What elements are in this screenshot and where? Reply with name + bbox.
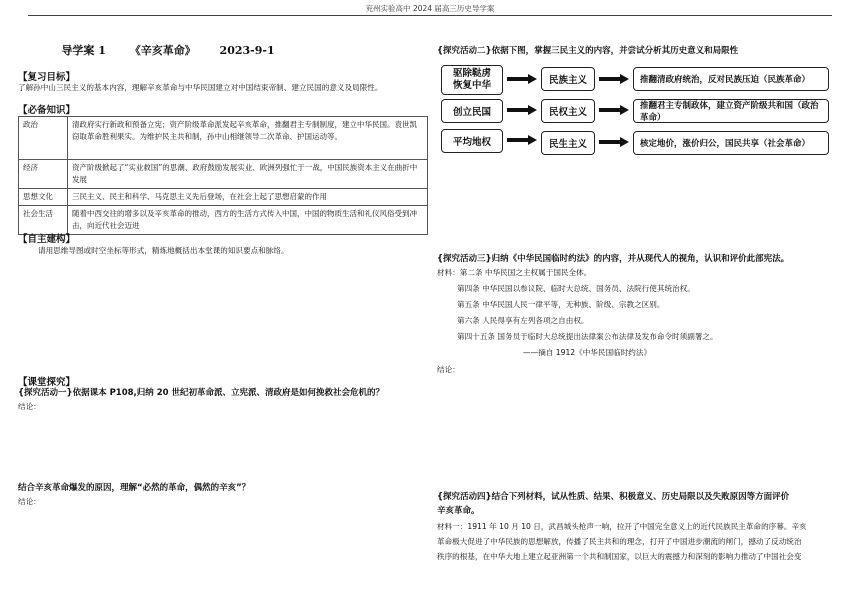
table-row xyxy=(19,189,428,206)
page-title xyxy=(18,42,318,58)
activity4-question-cont: 辛亥革命。 xyxy=(437,506,480,516)
activity1-conclusion: 结论： xyxy=(18,402,41,411)
title-topic: 《辛亥革命》 xyxy=(129,44,196,57)
title-date: 2023-9-1 xyxy=(219,44,275,57)
arrow-icon xyxy=(507,105,537,115)
material-line: 第四十五条 国务员于临时大总统提出法律案公布法律及发布命令时须副署之。 xyxy=(457,332,718,341)
row-value: 随着中西交往的增多以及辛亥革命的推动，西方的生活方式传入中国，中国的物质生活和礼仪风俗受到冲击，向近代社会迈进 xyxy=(68,206,428,235)
left-column xyxy=(18,18,428,593)
diagram-mid-box: 民生主义 xyxy=(541,131,595,155)
table-row xyxy=(19,160,428,189)
activity3-question: {探究活动三}归纳《中华民国临时约法》的内容，并从现代人的视角，认识和评价此部宪法。 xyxy=(437,254,790,264)
row-value: 资产阶级掀起了“实业救国”的思潮、政府鼓励发展实业、欧洲列强忙于一战，中国民族资本主义在曲折中发展 xyxy=(68,160,428,189)
diagram-left-text: 驱除鞑虏 xyxy=(452,68,491,79)
arrow-icon xyxy=(507,135,537,145)
diagram-mid-box: 民权主义 xyxy=(541,99,595,123)
activity3-conclusion: 结论： xyxy=(437,365,460,374)
self-text: 请用思维导图或时空坐标等形式，精炼地概括出本堂课的知识要点和脉络。 xyxy=(38,246,289,255)
material-line: 材料：第二条 中华民国之主权属于国民全体。 xyxy=(437,268,592,277)
review-heading: 【复习目标】 xyxy=(18,72,76,83)
review-text: 了解孙中山三民主义的基本内容，理解辛亥革命与中华民国建立对中国结束帝制、建立民国的意义及局限性。 xyxy=(18,83,383,92)
material-source: ——摘自 1912《中华民国临时约法》 xyxy=(523,348,652,357)
table-row xyxy=(19,206,428,235)
header-divider xyxy=(28,15,832,16)
activity4-material-line: 材料一：1911 年 10 月 10 日，武昌城头枪声一响，拉开了中国完全意义上的近代民族民主革命的序幕。辛亥 xyxy=(437,522,807,531)
material-line: 第五条 中华民国人民一律平等，无种族、阶级、宗教之区别。 xyxy=(457,300,665,309)
page-header: 兖州实验高中 2024 届高三历史导学案 xyxy=(365,4,495,13)
material-line: 第六条 人民得享有左列各项之自由权。 xyxy=(457,316,589,325)
row-key: 经济 xyxy=(19,160,68,189)
knowledge-table xyxy=(18,116,428,235)
arrow-icon xyxy=(599,105,629,115)
knowledge-heading: 【必备知识】 xyxy=(18,105,76,116)
row-key: 社会生活 xyxy=(19,206,68,235)
material-line: 第四条 中华民国以参议院、临时大总统、国务员、法院行使其统治权。 xyxy=(457,284,695,293)
diagram-left-box: 创立民国 xyxy=(441,99,503,123)
activity4-question: {探究活动四}结合下列材料，试从性质、结果、积极意义、历史局限以及失败原因等方面评价 xyxy=(437,492,790,502)
diagram-left-box: 平均地权 xyxy=(441,129,503,153)
diagram-left-box xyxy=(441,65,503,95)
diagram-mid-box: 民族主义 xyxy=(541,67,595,91)
activity1-question: {探究活动一}依据课本 P108,归纳 20 世纪初革命派、立宪派、清政府是如何挽救社会危机的？ xyxy=(18,388,385,398)
diagram-result-box: 推翻君主专制政体，建立资产阶级共和国（政治革命） xyxy=(633,99,829,123)
diagram-left-text: 恢复中华 xyxy=(452,80,491,91)
right-column xyxy=(437,18,842,593)
activity4-material-line: 革命极大促进了中华民族的思想解放，传播了民主共和的理念，打开了中国进步潮流的闸门，撼动了反动统治 xyxy=(437,537,802,546)
self-heading: 【自主建构】 xyxy=(18,234,76,245)
arrow-icon xyxy=(599,137,629,147)
row-value: 清政府实行新政和预备立宪；资产阶级革命派发起辛亥革命，推翻君主专制制度，建立中华民国。袁世凯窃取革命胜利果实。为维护民主共和制，孙中山相继领导二次革命、护国运动等。 xyxy=(68,117,428,160)
diagram-result-box: 推翻清政府统治，反对民族压迫（民族革命） xyxy=(633,67,829,91)
diagram-result-box: 核定地价，涨价归公，国民共享（社会革命） xyxy=(633,131,829,155)
activity1b-conclusion: 结论： xyxy=(18,497,41,506)
activity1b-question: 结合辛亥革命爆发的原因，理解“必然的革命，偶然的辛亥”？ xyxy=(18,483,251,493)
table-row xyxy=(19,117,428,160)
activity4-material-line: 秩序的根基，在中华大地上建立起亚洲第一个共和制国家，以巨大的震撼力和深刻的影响力推动了中国社会变 xyxy=(437,552,802,561)
row-key: 思想文化 xyxy=(19,189,68,206)
row-value: 三民主义、民主和科学、马克思主义先后登场，在社会上起了思想启蒙的作用 xyxy=(68,189,428,206)
title-label: 导学案 1 xyxy=(61,44,106,57)
arrow-icon xyxy=(507,74,537,84)
classroom-heading: 【课堂探究】 xyxy=(18,377,76,388)
row-key: 政治 xyxy=(19,117,68,160)
arrow-icon xyxy=(599,74,629,84)
activity2-question: {探究活动二}依据下图，掌握三民主义的内容，并尝试分析其历史意义和局限性 xyxy=(437,46,739,56)
